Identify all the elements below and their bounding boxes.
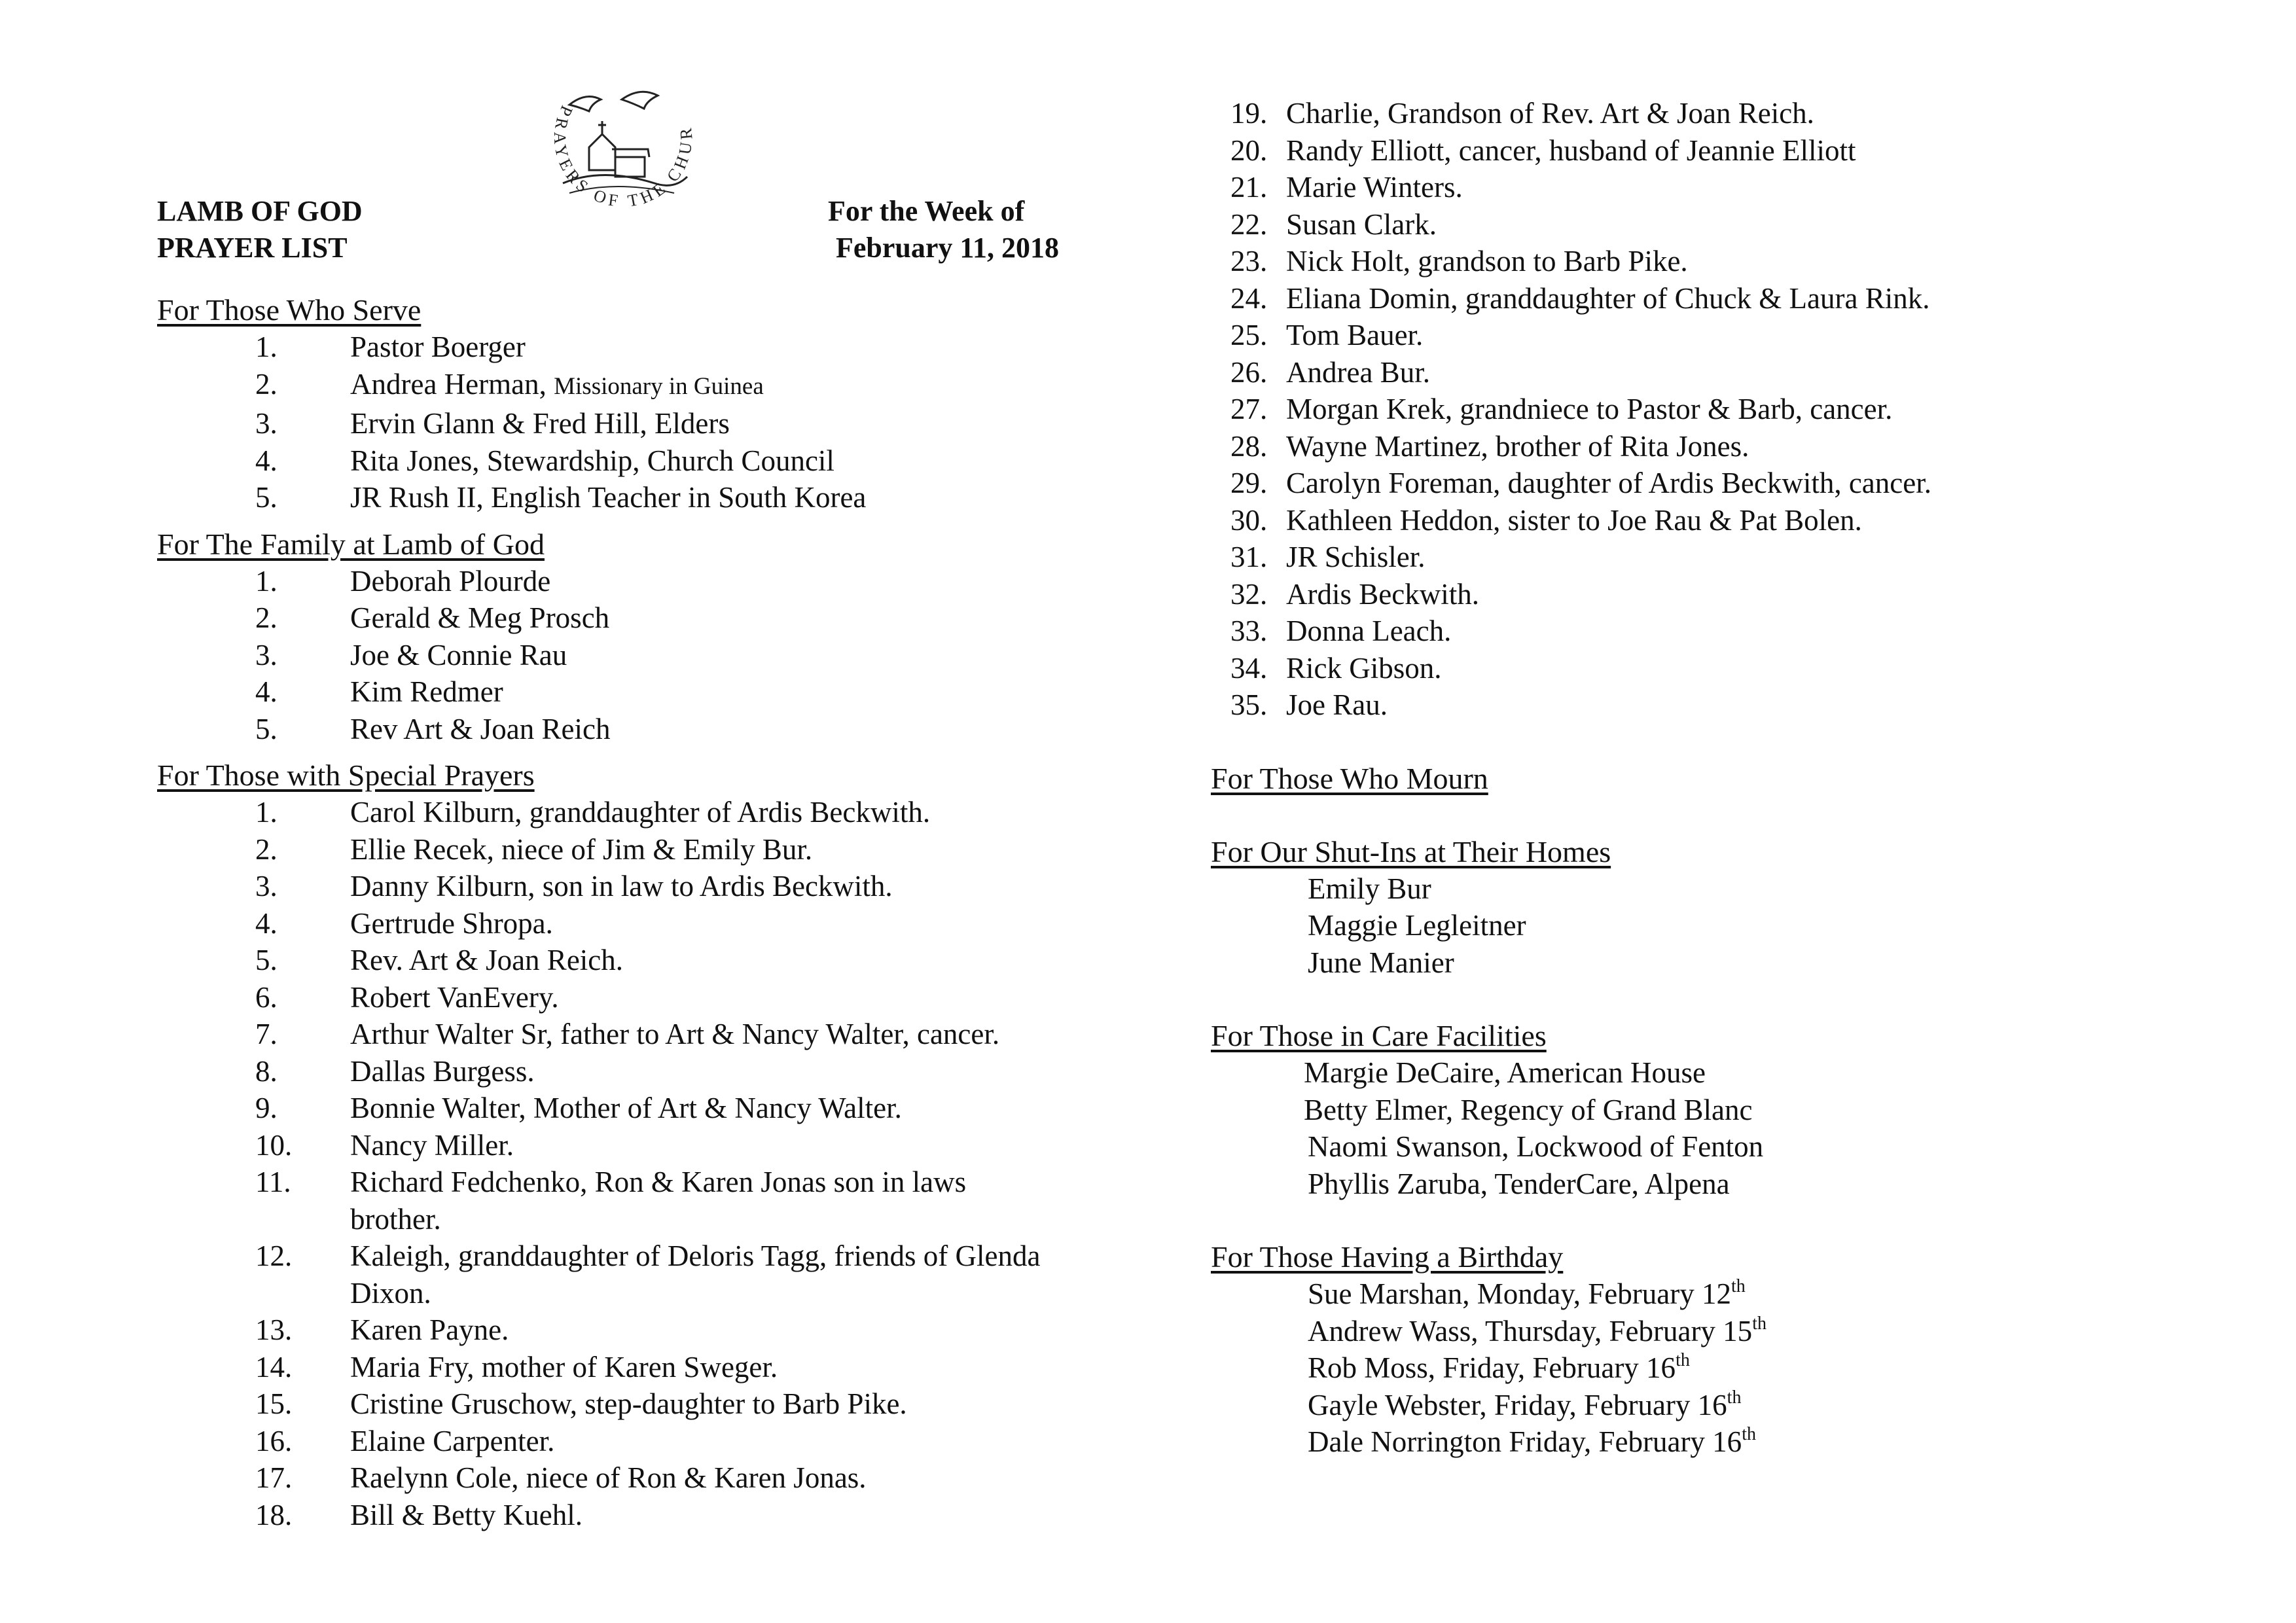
list-item: 35. Joe Rau.	[1230, 688, 1388, 721]
shutins-list	[1230, 870, 2251, 982]
list-item: Rob Moss, Friday, February 16th	[1308, 1350, 1690, 1384]
list-item: 25. Tom Bauer.	[1230, 319, 1424, 351]
list-item: 20. Randy Elliott, cancer, husband of Jeannie Elliott	[1230, 134, 1856, 167]
section-heading-care: For Those in Care Facilities	[1211, 1019, 1547, 1052]
week-line-1: For the Week of	[828, 195, 1025, 227]
list-item: 8. Dallas Burgess.	[255, 1054, 535, 1088]
list-item: Maggie Legleitner	[1308, 909, 1526, 942]
list-item: 2. Ellie Recek, niece of Jim & Emily Bur.	[255, 832, 813, 866]
list-item: 6. Robert VanEvery.	[255, 980, 559, 1014]
logo-arc-text: PRAYERS OF THE CHUR	[550, 103, 696, 211]
list-item: 5. Rev. Art & Joan Reich.	[255, 944, 624, 976]
logo-graphic	[524, 85, 720, 236]
list-item: 5. Rev Art & Joan Reich	[255, 712, 611, 745]
list-item: 31. JR Schisler.	[1230, 541, 1426, 573]
list-item: 2. Gerald & Meg Prosch	[255, 601, 610, 634]
list-item: 3. Danny Kilburn, son in law to Ardis Beckwith.	[255, 870, 893, 902]
list-item: 11. Richard Fedchenko, Ron & Karen Jonas son in laws brother.	[255, 1166, 967, 1236]
list-item: 13. Karen Payne.	[255, 1313, 509, 1346]
list-item: 12. Kaleigh, granddaughter of Deloris Tagg, friends of Glenda Dixon.	[255, 1240, 1041, 1310]
special-list-right	[1230, 95, 2251, 724]
list-item: Gayle Webster, Friday, February 16th	[1308, 1387, 1742, 1421]
list-item: Emily Bur	[1308, 872, 1431, 905]
list-item: 4. Kim Redmer	[255, 675, 503, 708]
list-item: 22. Susan Clark.	[1230, 207, 1437, 241]
list-item: 21. Marie Winters.	[1230, 171, 1463, 204]
left-column	[157, 292, 1126, 1533]
title-line-2: PRAYER LIST	[157, 232, 348, 264]
section-heading-shutins: For Our Shut-Ins at Their Homes	[1211, 834, 1611, 868]
list-item: June Manier	[1308, 946, 1454, 979]
family-list	[157, 563, 1126, 748]
list-item: 3. Ervin Glann & Fred Hill, Elders	[255, 407, 730, 440]
list-item: 23. Nick Holt, grandson to Barb Pike.	[1230, 245, 1688, 277]
week-of	[828, 193, 1059, 266]
title-line-1: LAMB OF GOD	[157, 195, 363, 227]
section-heading-birthday: For Those Having a Birthday	[1211, 1240, 1564, 1274]
list-item: 4. Rita Jones, Stewardship, Church Council	[255, 444, 834, 477]
list-item: 33. Donna Leach.	[1230, 615, 1452, 647]
birthday-list	[1230, 1275, 2251, 1461]
section-heading-mourn: For Those Who Mourn	[1211, 761, 1488, 795]
section-heading-serve: For Those Who Serve	[157, 293, 422, 327]
list-item: Andrew Wass, Thursday, February 15th	[1308, 1313, 1767, 1347]
list-item: 5. JR Rush II, English Teacher in South Korea	[255, 481, 867, 514]
list-item: Margie DeCaire, American House	[1304, 1056, 1706, 1089]
church-logo	[524, 85, 720, 236]
list-item: 17. Raelynn Cole, niece of Ron & Karen Jonas.	[255, 1461, 867, 1494]
section-heading-special: For Those with Special Prayers	[157, 758, 535, 792]
list-item: Naomi Swanson, Lockwood of Fenton	[1308, 1130, 1764, 1163]
page-title	[157, 193, 363, 266]
list-item: 3. Joe & Connie Rau	[255, 638, 567, 671]
list-item: 34. Rick Gibson.	[1230, 651, 1442, 685]
list-item: 14. Maria Fry, mother of Karen Sweger.	[255, 1350, 778, 1383]
section-heading-family: For The Family at Lamb of God	[157, 527, 545, 561]
list-item: 10. Nancy Miller.	[255, 1128, 514, 1162]
week-line-2: February 11, 2018	[836, 232, 1059, 264]
list-item: 26. Andrea Bur.	[1230, 355, 1430, 389]
list-item: 7. Arthur Walter Sr, father to Art & Nancy Walter, cancer.	[255, 1018, 1000, 1050]
list-item: 2. Andrea Herman, Missionary in Guinea	[255, 367, 764, 401]
list-item: 28. Wayne Martinez, brother of Rita Jones.	[1230, 429, 1749, 463]
list-item: Phyllis Zaruba, TenderCare, Alpena	[1308, 1167, 1730, 1200]
list-item: 18. Bill & Betty Kuehl.	[255, 1498, 583, 1531]
list-item: 19. Charlie, Grandson of Rev. Art & Joan Reich.	[1230, 97, 1814, 130]
serve-list	[157, 329, 1126, 516]
list-item: 1. Pastor Boerger	[255, 330, 526, 363]
list-item: 16. Elaine Carpenter.	[255, 1424, 555, 1457]
right-column	[1211, 95, 2251, 1461]
list-item: 9. Bonnie Walter, Mother of Art & Nancy Walter.	[255, 1092, 902, 1124]
list-item: 30. Kathleen Heddon, sister to Joe Rau & Pat Bolen.	[1230, 503, 1862, 537]
list-item: 27. Morgan Krek, grandniece to Pastor & Barb, cancer.	[1230, 393, 1893, 425]
list-item: 1. Carol Kilburn, granddaughter of Ardis Beckwith.	[255, 796, 931, 829]
list-item: 32. Ardis Beckwith.	[1230, 577, 1479, 611]
list-item: Sue Marshan, Monday, February 12th	[1308, 1276, 1746, 1310]
list-item: 15. Cristine Gruschow, step-daughter to Barb Pike.	[255, 1387, 907, 1420]
list-item: 29. Carolyn Foreman, daughter of Ardis Beckwith, cancer.	[1230, 467, 1931, 499]
special-list-left	[157, 794, 1126, 1533]
list-item: 1. Deborah Plourde	[255, 564, 551, 597]
care-list	[1230, 1054, 2251, 1202]
list-item: Dale Norrington Friday, February 16th	[1308, 1424, 1756, 1458]
list-item: Betty Elmer, Regency of Grand Blanc	[1304, 1093, 1753, 1126]
list-item: 4. Gertrude Shropa.	[255, 906, 553, 940]
list-item: 24. Eliana Domin, granddaughter of Chuck & Laura Rink.	[1230, 281, 1930, 315]
